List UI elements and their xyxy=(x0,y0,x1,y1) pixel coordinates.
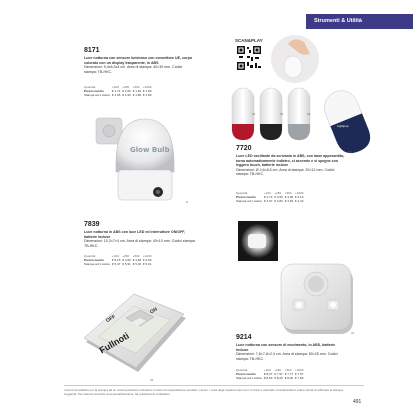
header-cell: +1000 xyxy=(295,368,304,372)
header-cell: +100 xyxy=(112,254,119,258)
header-cell: +250 xyxy=(274,191,282,195)
price-cell: € 7,77 xyxy=(284,372,294,376)
price-cell: € 5,15 xyxy=(112,258,121,262)
glow-bulb-print: Glow Bulb xyxy=(130,146,170,154)
qr-code-icon[interactable] xyxy=(236,45,262,71)
price-cell: € 1,69 xyxy=(122,89,131,93)
price-cell: € 5,01 xyxy=(143,262,152,266)
price-row-print xyxy=(236,376,305,380)
price-row-print xyxy=(84,262,153,266)
product-description-8171 xyxy=(84,56,194,74)
price-cell: € 7,89 xyxy=(295,376,304,380)
header-cell: Quantità xyxy=(84,85,96,89)
footer-note: I prezzi al pubblico per la stampa ad un colore/posizione includono il costo di manipolazione prodotto, l'avvio. I costi degli impianti sono tuoi. Il costo è calcolato considerando il colore prima di utilizzare la stampa suggerita. Per ulteriori tecniche di personalizzazione, fai preghiera di contattarci. xyxy=(64,388,343,396)
header-cell: +1000 xyxy=(143,254,152,258)
product-code-9214: 9214 xyxy=(236,334,252,341)
product-code-7839: 7839 xyxy=(84,221,100,228)
touch-light-photo xyxy=(270,34,320,84)
price-table-7720 xyxy=(236,191,305,203)
row-label: Stampa ad 1 colore xyxy=(236,199,263,203)
image-tag: 03 xyxy=(307,112,311,116)
row-label: Prezzo neutro xyxy=(236,195,256,199)
row-label: Stampa ad 1 colore xyxy=(84,93,111,97)
glow-bulb-product-image xyxy=(88,104,198,209)
price-cell: € 1,64 xyxy=(132,89,142,93)
header-cell: +500 xyxy=(132,85,140,89)
price-cell: € 4,99 xyxy=(122,258,131,262)
price-cell: € 5,16 xyxy=(132,262,142,266)
product-title-7839: Luce notturna in ABS con luce LED ed interruttore ON/OFF, batterie incluse xyxy=(84,230,186,239)
price-cell: € 4,39 xyxy=(284,195,294,199)
price-cell: € 8,09 xyxy=(284,376,294,380)
image-tag: 02 xyxy=(280,112,284,116)
product-dims-7720: Dimensioni: Ø 4,6×8,5 cm. Area di stampa: 20×12 mm. Codici stampa: TB-HKC. xyxy=(236,167,335,177)
motion-light-product-image xyxy=(277,260,367,350)
price-cell: € 4,84 xyxy=(132,258,142,262)
header-cell: +500 xyxy=(132,254,140,258)
price-cell: € 1,80 xyxy=(143,93,152,97)
price-cell: € 8,29 xyxy=(274,376,283,380)
qr-caption: SCAN&PLAY xyxy=(235,38,263,43)
product-dims-8171: Dimensioni: 9,4x6,3x4 cm. Area di stampa: 40×30 mm. Codici stampa: TB-HKC. xyxy=(84,65,183,74)
header-cell: Quantità xyxy=(84,254,96,258)
product-title-8171: Luce notturna con sensore luminoso con connettore UE, corpo colorato con un display trasparente, in ABS xyxy=(84,56,193,65)
price-cell: € 4,63 xyxy=(284,199,294,203)
header-cell: +100 xyxy=(112,85,119,89)
price-cell: € 7,57 xyxy=(295,372,304,376)
header-cell: +100 xyxy=(264,368,271,372)
header-cell: +500 xyxy=(284,368,292,372)
price-cell: € 8,69 xyxy=(264,376,273,380)
image-tag: E xyxy=(186,200,189,204)
header-cell: +1000 xyxy=(295,191,304,195)
price-row-print xyxy=(84,93,153,97)
header-cell: +500 xyxy=(284,191,292,195)
price-cell: € 1,90 xyxy=(122,93,131,97)
header-cell: +100 xyxy=(264,191,271,195)
row-label: Prezzo neutro xyxy=(84,89,104,93)
row-label: Stampa ad 1 colore xyxy=(84,262,111,266)
row-label: Prezzo neutro xyxy=(236,372,256,376)
price-cell: € 1,85 xyxy=(132,93,142,97)
price-cell: € 4,69 xyxy=(143,258,152,262)
price-cell: € 7,97 xyxy=(274,372,283,376)
header-cell: Quantità xyxy=(236,191,248,195)
product-description-9214 xyxy=(236,343,348,361)
price-cell: € 1,59 xyxy=(143,89,152,93)
product-title-7720: Luce LED oscillante da scrivania in ABS, con base appesantita, torna automaticamente indietro, si accende e si spegne con leggero touch, batterie incluse xyxy=(236,154,345,168)
price-cell: € 1,74 xyxy=(112,89,121,93)
price-cell: € 4,97 xyxy=(264,199,273,203)
footer-divider xyxy=(64,385,364,386)
image-tag: 03 xyxy=(150,378,154,382)
price-cell: € 4,59 xyxy=(274,195,283,199)
section-banner: Strumenti & Utilità xyxy=(306,14,413,29)
product-dims-9214: Dimensioni: 7,8×7,8×2,4 cm. Area di stampa: 50×25 mm. Codici stampa: TB-HKC. xyxy=(236,352,338,361)
header-cell: +250 xyxy=(274,368,282,372)
product-code-8171: 8171 xyxy=(84,47,100,54)
brand-print-fullnoti: Fullnoti xyxy=(97,330,131,356)
price-cell: € 4,73 xyxy=(264,195,273,199)
price-cell: € 4,19 xyxy=(295,195,304,199)
switch-off-label: OFF xyxy=(105,313,117,325)
page-number: 491 xyxy=(353,399,362,405)
price-cell: € 1,95 xyxy=(112,93,121,97)
header-cell: Quantità xyxy=(236,368,248,372)
price-row-print xyxy=(236,199,305,203)
header-cell: +1000 xyxy=(143,85,152,89)
switch-light-product-image xyxy=(76,290,191,380)
image-tag: 01 xyxy=(351,331,355,335)
header-cell: +250 xyxy=(122,85,130,89)
price-cell: € 5,47 xyxy=(112,262,121,266)
row-label: Prezzo neutro xyxy=(84,258,104,262)
price-table-9214 xyxy=(236,368,305,380)
motion-light-glow-photo xyxy=(238,221,278,261)
row-label: Stampa ad 1 colore xyxy=(236,376,263,380)
image-tag: 01 xyxy=(252,112,256,116)
switch-on-label: ON xyxy=(149,306,159,316)
price-cell: € 8,37 xyxy=(264,372,273,376)
product-description-7720 xyxy=(236,154,348,177)
price-cell: € 4,43 xyxy=(295,199,304,203)
product-code-7720: 7720 xyxy=(236,145,252,152)
image-tag: 13 xyxy=(348,150,352,154)
product-dims-7839: Dimensioni: 10,3×7×4 cm. Area di stampa: 40×10 mm. Codici stampa: TB-HKC. xyxy=(84,239,196,248)
price-table-7839 xyxy=(84,254,153,266)
product-title-9214: Luce notturna con sensore di movimento, in ABS, batterie incluse xyxy=(236,343,336,352)
price-cell: € 5,31 xyxy=(122,262,131,266)
price-table-8171 xyxy=(84,85,153,97)
capsule-lights-image xyxy=(228,84,378,154)
header-cell: +250 xyxy=(122,254,130,258)
brand-lightpup: Lightpup xyxy=(337,124,349,128)
product-description-7839 xyxy=(84,230,196,248)
price-cell: € 4,83 xyxy=(274,199,283,203)
